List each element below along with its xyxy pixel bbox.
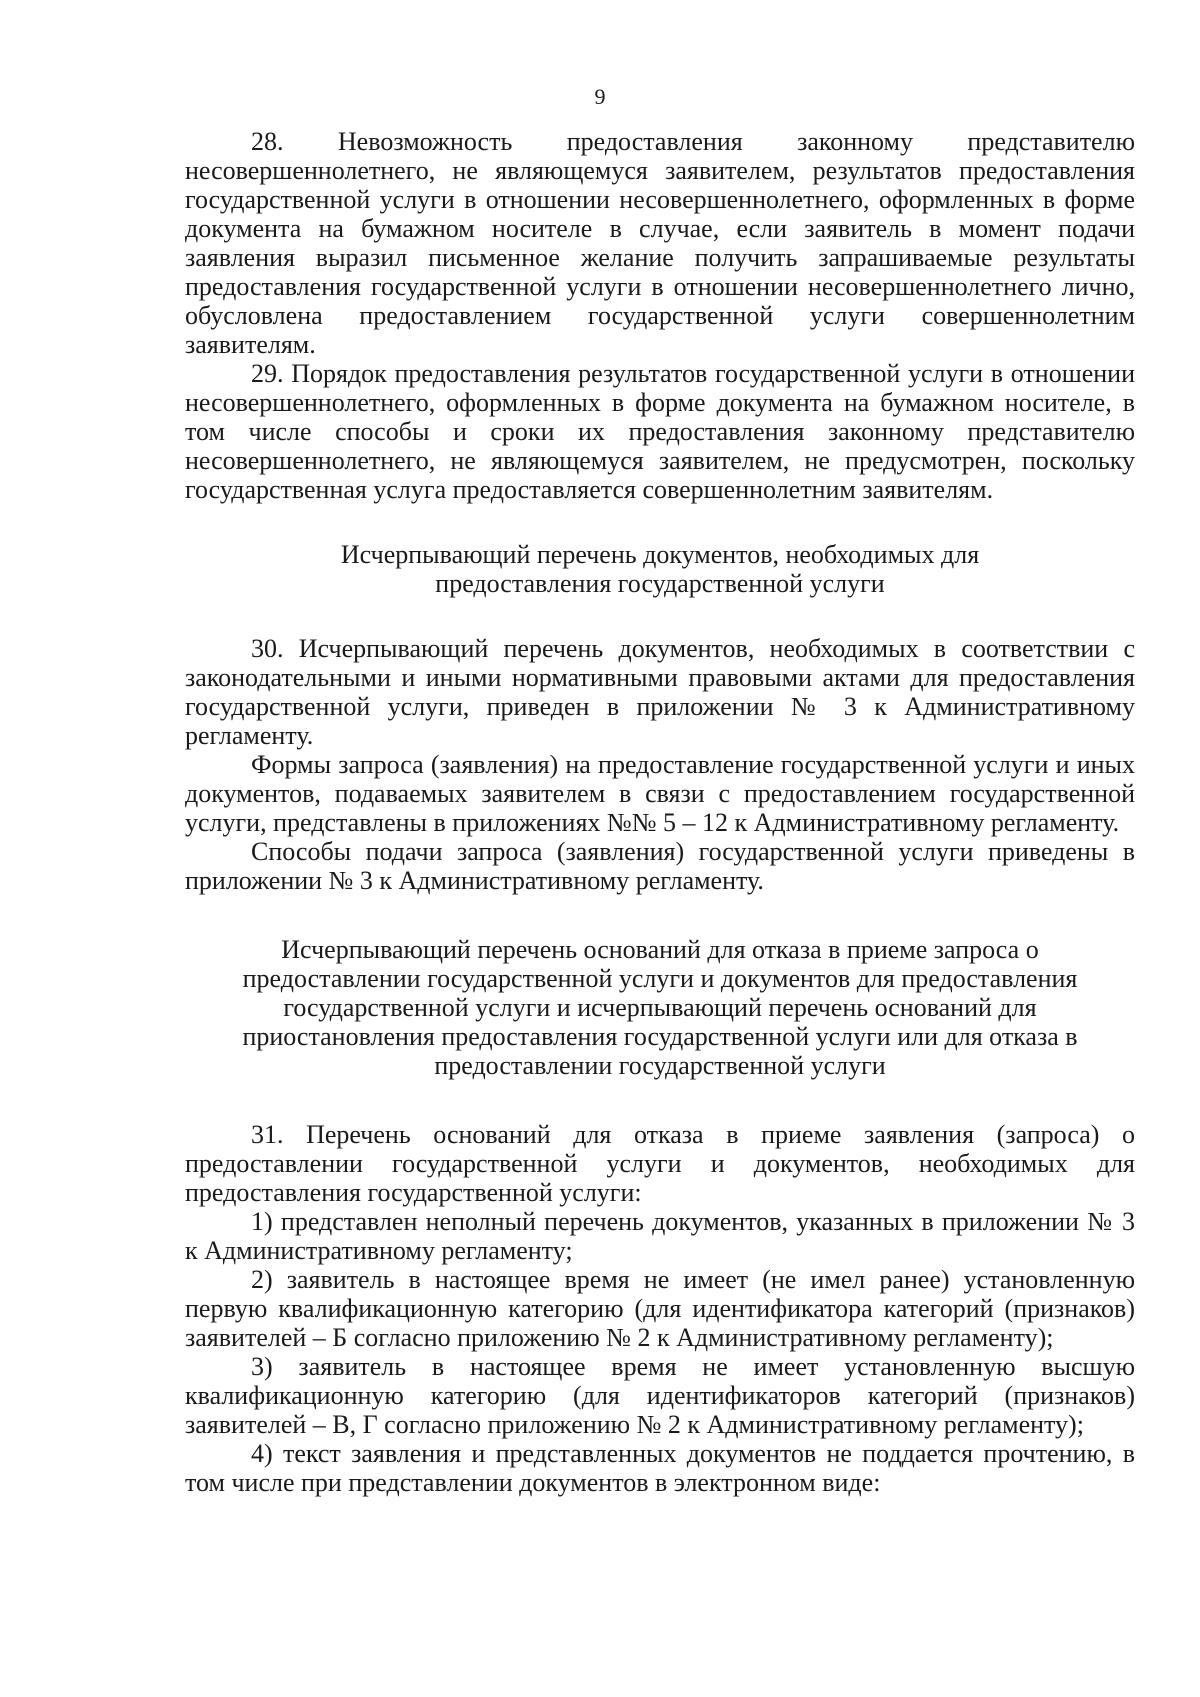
list-item-2: 2) заявитель в настоящее время не имеет (не имел ранее) установленную первую квалификационную категорию (для идентификатора категорий (признаков) заявителей – Б согласно приложению № 2 к Административному регламенту); bbox=[185, 1265, 1135, 1352]
spacer bbox=[185, 895, 1135, 935]
section-heading-documents: Исчерпывающий перечень документов, необходимых для предоставления государственной услуги bbox=[340, 540, 980, 598]
list-item-3: 3) заявитель в настоящее время не имеет установленную высшую квалификационную категорию (для идентификаторов категорий (признаков) заявителей – В, Г согласно приложению № 2 к Административному регламенту); bbox=[185, 1352, 1135, 1439]
paragraph-28: 28. Невозможность предоставления законному представителю несовершеннолетнего, не являющемуся заявителем, результатов предоставления государственной услуги в отношении несовершеннолетнего, оформленных в форме документа на бумажном носителе в случае, если заявитель в момент подачи заявления выразил письменное желание получить запрашиваемые результаты предоставления государственной услуги в отношении несовершеннолетнего лично, обусловлена предоставлением государственной услуги совершеннолетним заявителям. bbox=[185, 127, 1135, 359]
paragraph-29: 29. Порядок предоставления результатов государственной услуги в отношении несовершеннолетнего, оформленных в форме документа на бумажном носителе, в том числе способы и сроки их предоставления законному представителю несовершеннолетнего, не являющемуся заявителем, не предусмотрен, поскольку государственная услуга предоставляется совершеннолетним заявителям. bbox=[185, 359, 1135, 504]
paragraph-31: 31. Перечень оснований для отказа в приеме заявления (запроса) о предоставлении государственной услуги и документов, необходимых для предоставления государственной услуги: bbox=[185, 1120, 1135, 1207]
spacer bbox=[185, 598, 1135, 634]
section-heading-refusal-grounds: Исчерпывающий перечень оснований для отказа в приеме запроса о предоставлении государственной услуги и документов для предоставления государственной услуги и исчерпывающий перечень оснований для приостановления предоставления государственной услуги или для отказа в предоставлении государственной услуги bbox=[242, 935, 1078, 1080]
spacer bbox=[185, 1080, 1135, 1120]
paragraph-30: 30. Исчерпывающий перечень документов, необходимых в соответствии с законодательными и иными нормативными правовыми актами для предоставления государственной услуги, приведен в приложении № 3 к Административному регламенту. bbox=[185, 634, 1135, 750]
list-item-4: 4) текст заявления и представленных документов не поддается прочтению, в том числе при представлении документов в электронном виде: bbox=[185, 1439, 1135, 1497]
spacer bbox=[185, 504, 1135, 540]
page-number: 9 bbox=[594, 84, 606, 109]
paragraph-forms: Формы запроса (заявления) на предоставление государственной услуги и иных документов, подаваемых заявителем в связи с предоставлением государственной услуги, представлены в приложениях №№ 5 – 12 к Административному регламенту. bbox=[185, 750, 1135, 837]
list-item-1: 1) представлен неполный перечень документов, указанных в приложении № 3 к Административному регламенту; bbox=[185, 1207, 1135, 1265]
paragraph-methods: Способы подачи запроса (заявления) государственной услуги приведены в приложении № 3 к Административному регламенту. bbox=[185, 837, 1135, 895]
document-body bbox=[185, 127, 1135, 1497]
